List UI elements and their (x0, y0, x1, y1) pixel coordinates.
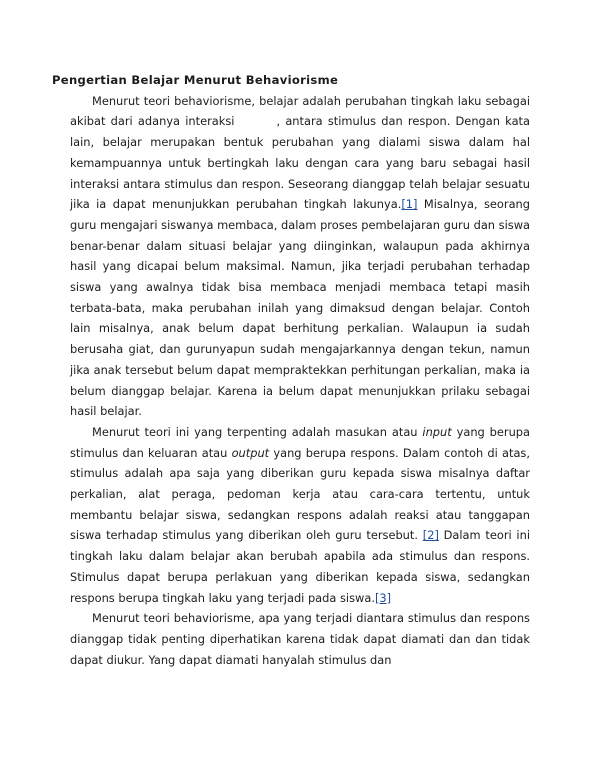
paragraph-3 (70, 608, 530, 670)
p2-input-term: input (422, 424, 452, 439)
footnote-link-1[interactable]: [1] (401, 197, 418, 212)
p2-text-c: yang berupa respons. Dalam contoh di atas, stimulus adalah apa saja yang diberikan guru kepada siswa misalnya daftar perkalian, alat peraga, pedoman kerja atau cara-cara tertentu, untuk membantu belajar siswa, sedangkan respons adalah reaksi atau tanggapan siswa terhadap stimulus yang diberikan oleh guru tersebut. (70, 445, 530, 543)
p1-text-a: Menurut teori behaviorisme, belajar adalah perubahan tingkah laku sebagai akibat dari adanya interaksi (70, 93, 530, 129)
p1-text-c: Misalnya, seorang guru mengajari siswanya membaca, dalam proses pembelajaran guru dan siswa benar-benar dalam situasi belajar yang diinginkan, walaupun pada akhirnya hasil yang dicapai belum maksimal. Namun, jika terjadi perubahan terhadap siswa yang awalnya tidak bisa membaca menjadi membaca tetapi masih terbata-bata, maka perubahan inilah yang dimaksud dengan belajar. Contoh lain misalnya, anak belum dapat berhitung perkalian. Walaupun ia sudah berusaha giat, dan gurunyapun sudah mengajarkannya dengan tekun, namun jika anak tersebut belum dapat mempraktekkan perhitungan perkalian, maka ia belum dianggap belajar. Karena ia belum dapat menunjukkan prilaku sebagai hasil belajar. (70, 197, 530, 419)
document-page (52, 70, 531, 670)
paragraph-2 (70, 422, 530, 608)
section-title: Pengertian Belajar Menurut Behaviorisme (52, 73, 339, 87)
paragraph-1 (70, 91, 530, 422)
footnote-link-3[interactable]: [3] (374, 590, 392, 605)
p2-text-a: Menurut teori ini yang terpenting adalah masukan atau (92, 424, 423, 439)
p3-text-a: Menurut teori behaviorisme, apa yang terjadi diantara stimulus dan respons dianggap tidak penting diperhatikan karena tidak dapat diamati dan dan tidak dapat diukur. Yang dapat diamati hanyalah stimulus dan (70, 611, 530, 667)
p2-text-d: Dalam teori ini tingkah laku dalam belajar akan berubah apabila ada stimulus dan respons. Stimulus dapat berupa perlakuan yang diberikan kepada siswa, sedangkan respons berupa tingkah laku yang terjadi pada siswa. (70, 528, 530, 605)
footnote-link-2[interactable]: [2] (422, 528, 439, 543)
p1-text-b: , antara stimulus dan respon. Dengan kata lain, belajar merupakan bentuk perubahan yang dialami siswa dalam hal kemampuannya untuk bertingkah laku dengan cara yang baru sebagai hasil interaksi antara stimulus dan respon. Seseorang dianggap telah belajar sesuatu jika ia dapat menunjukkan perubahan tingkah lakunya. (70, 114, 531, 212)
p2-text-b: yang berupa stimulus dan keluaran atau (70, 424, 530, 460)
p2-output-term: output (231, 445, 270, 460)
